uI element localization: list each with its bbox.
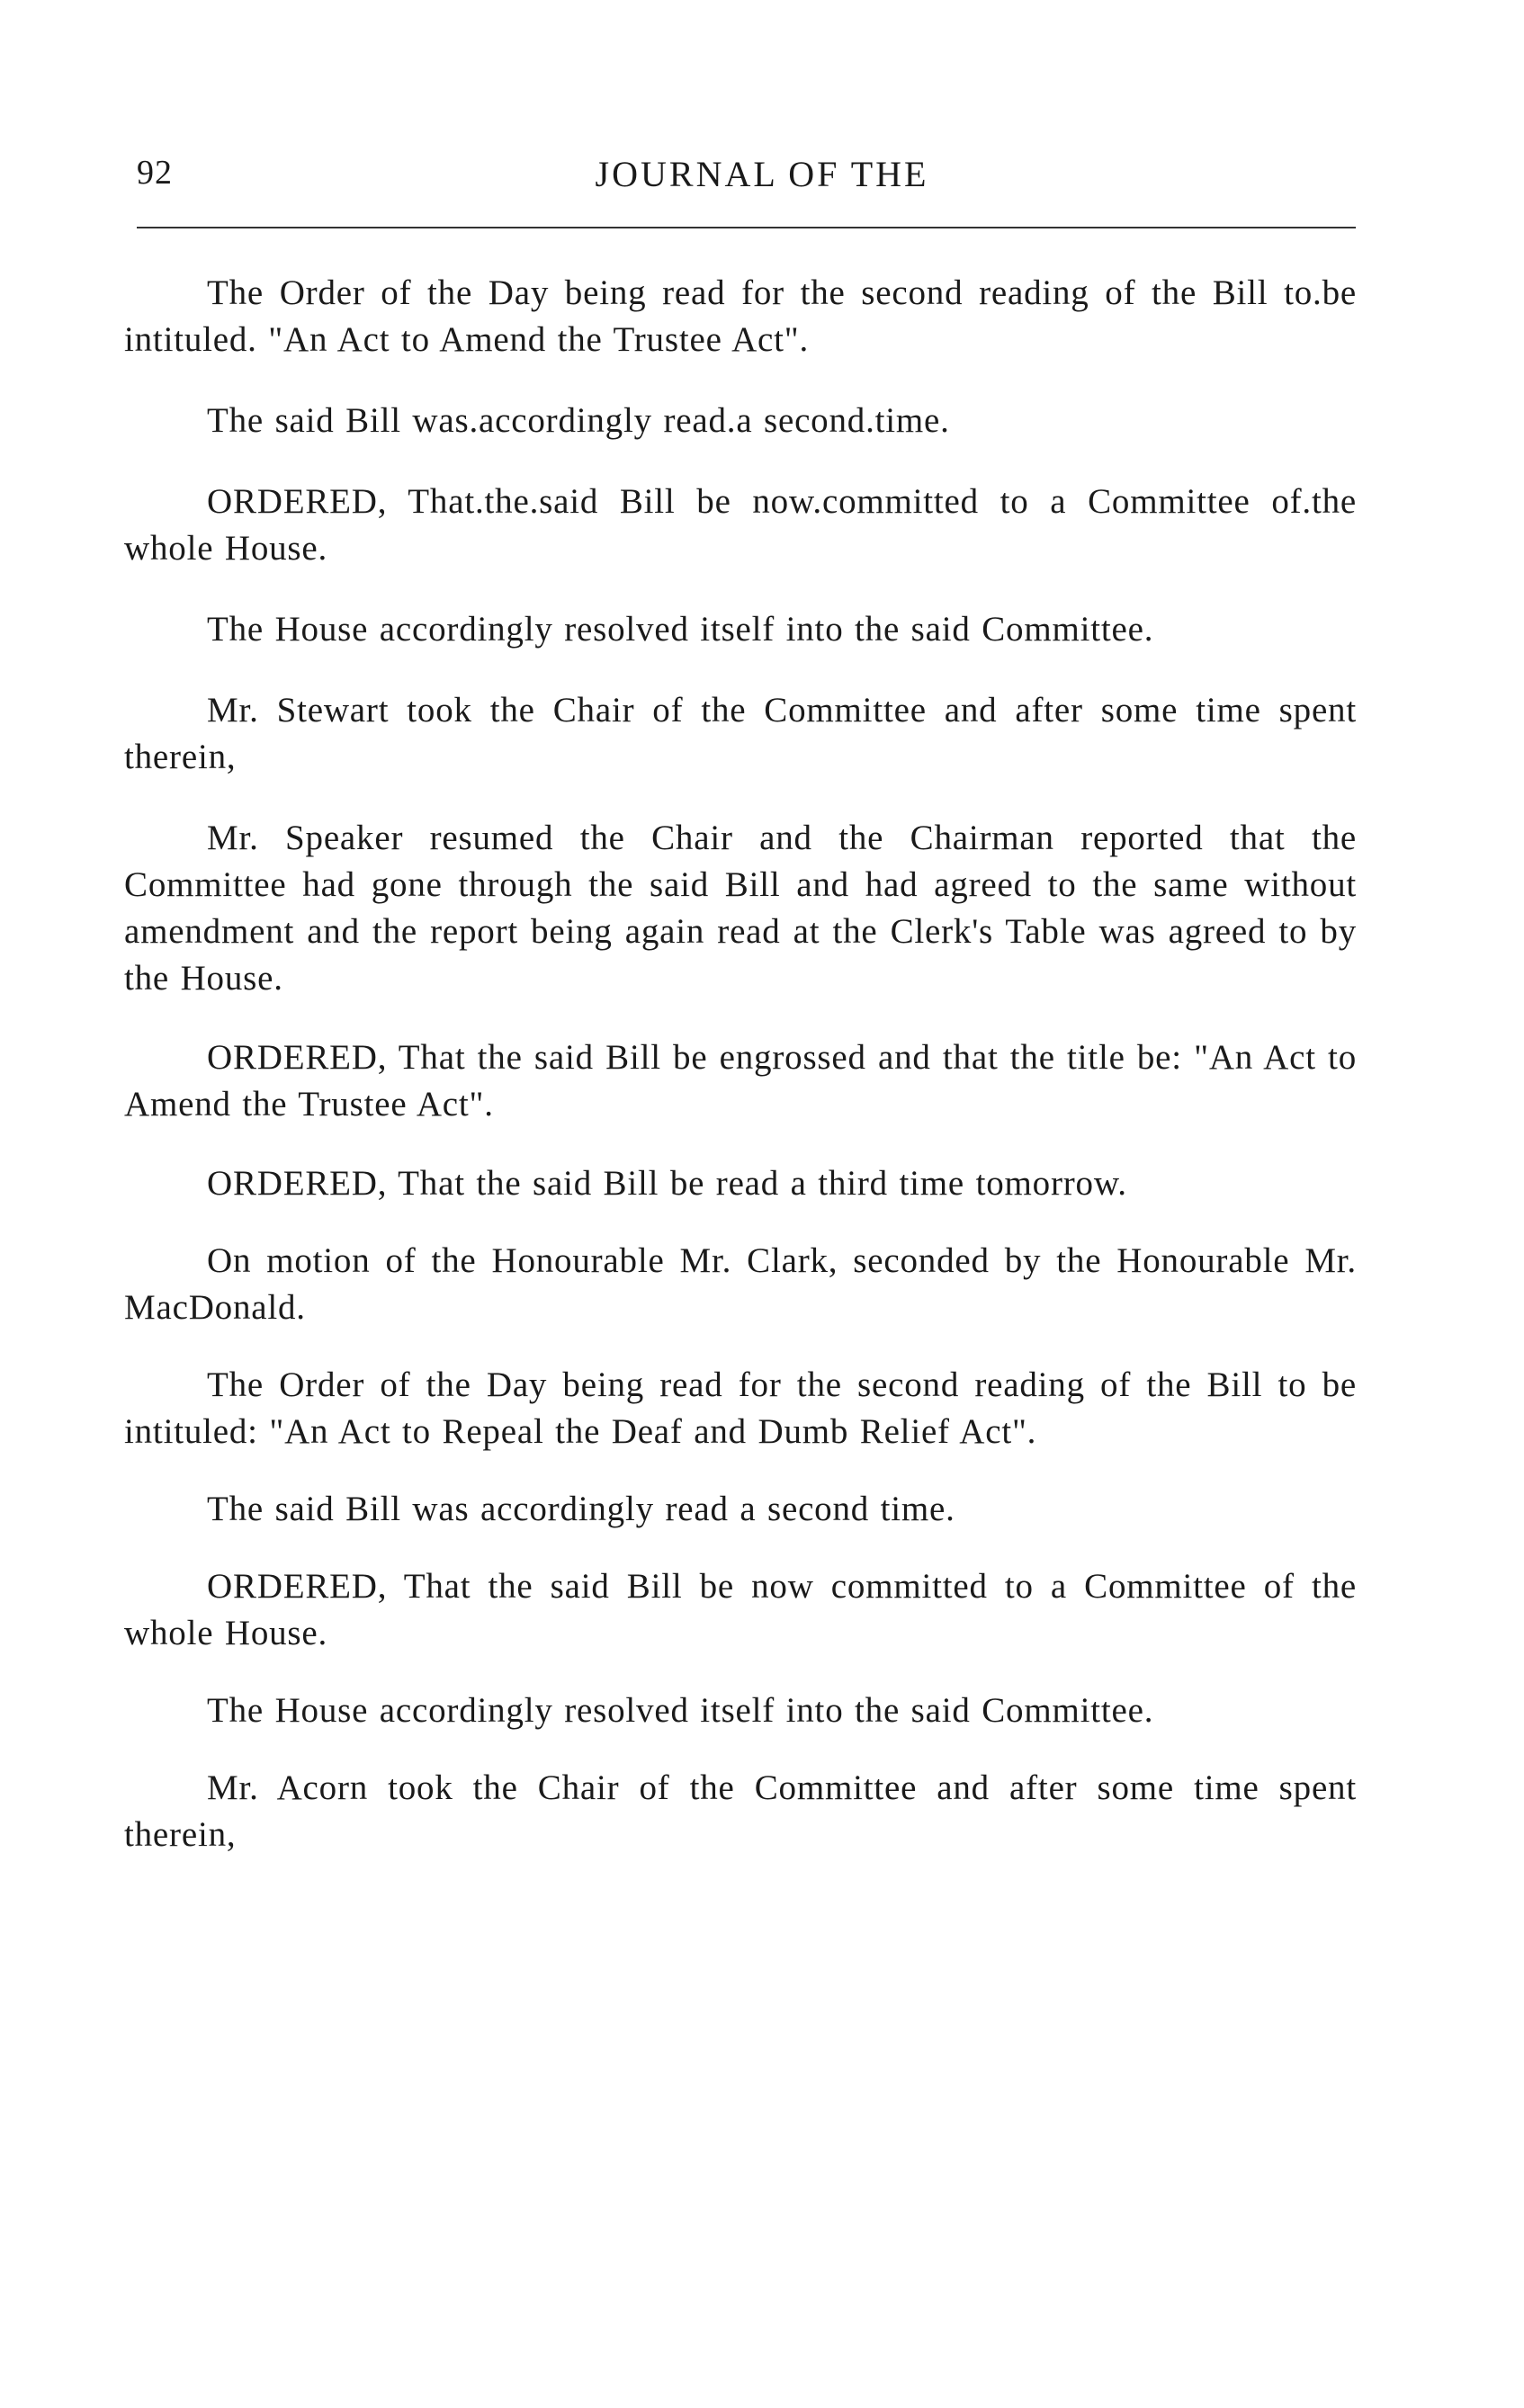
paragraph: ORDERED, That the said Bill be now committed to a Committee of the whole House. (124, 1567, 1357, 1652)
running-head: JOURNAL OF THE (595, 154, 929, 194)
paragraph: ORDERED, That the said Bill be engrossed and that the title be: "An Act to Amend the Trustee Act". (124, 1038, 1357, 1123)
header-rule (137, 227, 1356, 228)
paragraph: The Order of the Day being read for the second reading of the Bill to.be intituled. "An Act to Amend the Trustee Act". (124, 273, 1357, 359)
paragraph: The Order of the Day being read for the second reading of the Bill to be intituled: "An Act to Repeal the Deaf and Dumb Relief Act". (124, 1365, 1357, 1451)
paragraph: Mr. Stewart took the Chair of the Committee and after some time spent therein, (124, 691, 1357, 776)
page-number: 92 (137, 154, 173, 192)
paragraph: The said Bill was accordingly read a second time. (207, 1490, 955, 1528)
paragraph: The House accordingly resolved itself into the said Committee. (207, 1691, 1154, 1730)
paragraph: ORDERED, That.the.said Bill be now.committed to a Committee of.the whole House. (124, 482, 1357, 568)
paragraph: ORDERED, That the said Bill be read a third time tomorrow. (207, 1164, 1127, 1203)
journal-body (124, 270, 1357, 1858)
paragraph: On motion of the Honourable Mr. Clark, seconded by the Honourable Mr. MacDonald. (124, 1241, 1357, 1327)
paragraph: The said Bill was.accordingly read.a second.time. (207, 401, 950, 440)
paragraph: Mr. Acorn took the Chair of the Committee and after some time spent therein, (124, 1768, 1357, 1854)
paragraph: Mr. Speaker resumed the Chair and the Chairman reported that the Committee had gone through the said Bill and had agreed to the same without amendment and the report being again read at the Clerk's Table was agreed to by the House. (124, 819, 1357, 998)
paragraph: The House accordingly resolved itself into the said Committee. (207, 610, 1154, 649)
